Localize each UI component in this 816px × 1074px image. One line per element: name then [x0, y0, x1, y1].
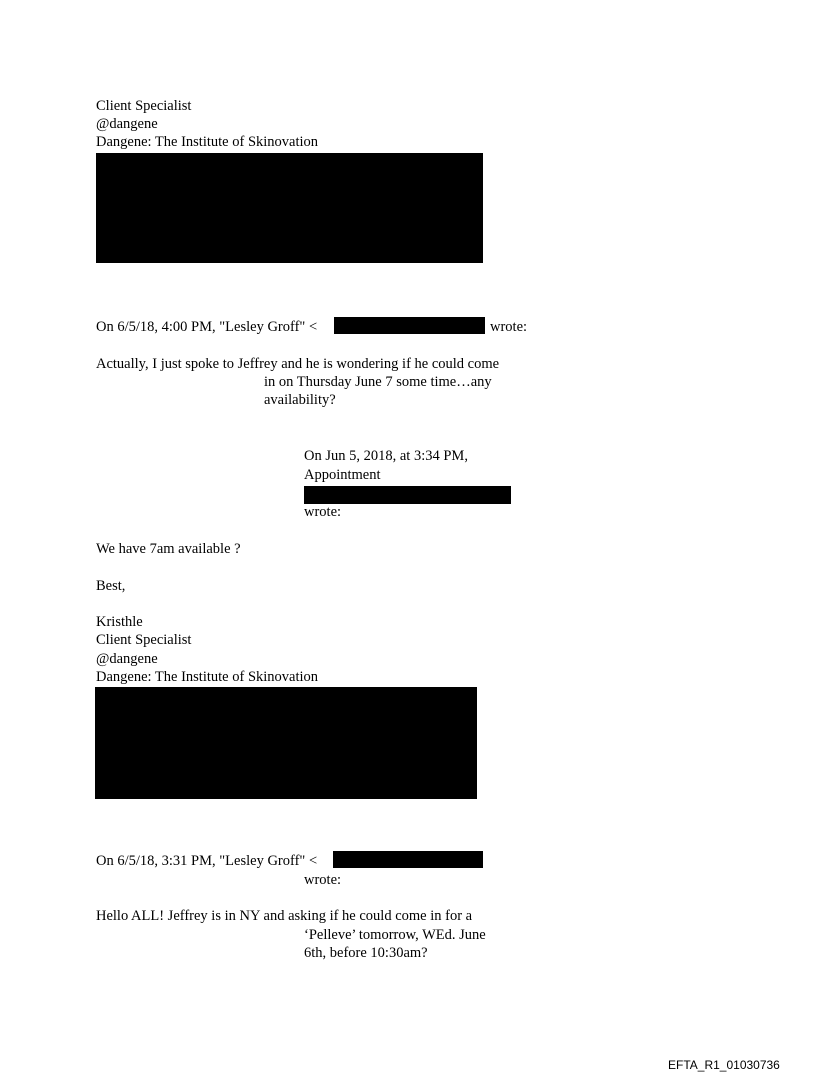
email-body-line: ‘Pelleve’ tomorrow, WEd. June — [304, 927, 486, 943]
signature-company: Dangene: The Institute of Skinovation — [96, 134, 319, 150]
document-id: EFTA_R1_01030736 — [668, 1058, 780, 1072]
email-header-sender: On 6/5/18, 4:00 PM, "Lesley Groff" < — [96, 319, 318, 335]
signature-handle: @dangene — [96, 651, 158, 667]
redaction-block — [95, 687, 477, 799]
signature-title: Client Specialist — [96, 632, 192, 648]
email-body-line: Hello ALL! Jeffrey is in NY and asking if he could come in for a — [96, 908, 473, 924]
email-header-wrote: wrote: — [304, 504, 342, 520]
email-body-line: in on Thursday June 7 some time…any — [264, 374, 492, 390]
email-body-line: Actually, I just spoke to Jeffrey and he is wondering if he could come — [96, 356, 500, 372]
signature-title: Client Specialist — [96, 98, 192, 114]
email-signer: Kristhle — [96, 614, 143, 630]
email-closing: Best, — [96, 578, 126, 594]
email-header-wrote: wrote: — [304, 872, 342, 888]
signature-company: Dangene: The Institute of Skinovation — [96, 669, 319, 685]
email-header-wrote: wrote: — [490, 319, 528, 335]
redaction-email-address — [304, 486, 511, 504]
email-body-line: availability? — [264, 392, 336, 408]
email-body-line: We have 7am available ? — [96, 541, 241, 557]
redaction-block — [96, 153, 483, 263]
email-header-date: On Jun 5, 2018, at 3:34 PM, — [304, 448, 468, 464]
email-body-line: 6th, before 10:30am? — [304, 945, 428, 961]
email-header-sender: Appointment — [304, 467, 381, 483]
redaction-email-address — [333, 851, 483, 868]
redaction-email-address — [334, 317, 485, 334]
email-header-sender: On 6/5/18, 3:31 PM, "Lesley Groff" < — [96, 853, 318, 869]
signature-handle: @dangene — [96, 116, 158, 132]
